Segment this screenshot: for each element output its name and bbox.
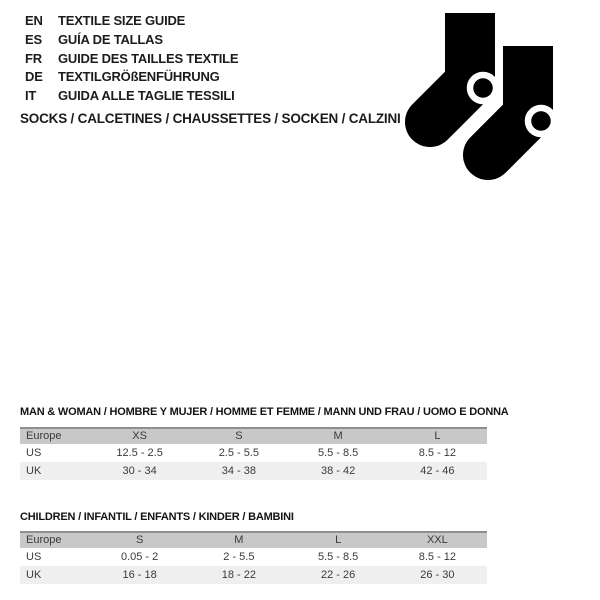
- language-row-it: [25, 87, 238, 106]
- language-label: GUIDA ALLE TAGLIE TESSILI: [58, 88, 235, 104]
- size-value: 42 - 46: [420, 465, 455, 477]
- column-header-l: L: [434, 430, 441, 442]
- size-value: 5.5 - 8.5: [317, 551, 359, 563]
- table-row-uk: [20, 462, 487, 480]
- language-row-de: [25, 68, 238, 87]
- language-row-fr: [25, 50, 238, 69]
- table-header-row: [20, 427, 487, 444]
- size-value: 8.5 - 12: [418, 551, 457, 563]
- row-label: UK: [26, 569, 42, 581]
- size-value: 0.05 - 2: [120, 551, 159, 563]
- size-value: 34 - 38: [221, 465, 256, 477]
- row-label: US: [26, 447, 42, 459]
- column-header-s: S: [135, 534, 144, 546]
- language-label: GUIDE DES TAILLES TEXTILE: [58, 50, 239, 66]
- sock-back: [430, 13, 496, 122]
- size-value: 30 - 34: [122, 465, 157, 477]
- language-code: EN: [25, 13, 43, 28]
- column-header-l: L: [335, 534, 342, 546]
- size-value: 38 - 42: [321, 465, 356, 477]
- size-value: 2.5 - 5.5: [218, 447, 260, 459]
- column-header-s: S: [235, 430, 243, 442]
- row-label: US: [26, 551, 42, 563]
- column-header-xs: XS: [132, 430, 147, 442]
- size-value: 12.5 - 2.5: [116, 447, 163, 459]
- column-header-xxl: XXL: [426, 534, 448, 546]
- language-code: FR: [25, 50, 42, 66]
- table-row-us: [20, 444, 487, 462]
- column-header-m: M: [333, 430, 343, 442]
- language-label: TEXTILE SIZE GUIDE: [58, 13, 186, 28]
- size-value: 2 - 5.5: [223, 551, 255, 563]
- socks-icon: [395, 5, 570, 190]
- column-header-region: Europe: [26, 534, 62, 546]
- language-label: TEXTILGRÖßENFÜHRUNG: [58, 69, 220, 85]
- adults-table-title: MAN & WOMAN / HOMBRE Y MUJER / HOMME ET FEMME / MANN UND FRAU / UOMO E DONNA: [20, 406, 509, 418]
- language-label: GUÍA DE TALLAS: [58, 31, 163, 47]
- table-row-us: [20, 548, 487, 566]
- size-value: 26 - 30: [420, 569, 455, 581]
- language-row-en: [25, 12, 238, 31]
- category-title: SOCKS / CALCETINES / CHAUSSETTES / SOCKEN / CALZINI: [20, 111, 401, 126]
- language-row-es: [25, 31, 238, 50]
- table-header-row: [20, 531, 487, 548]
- language-code: IT: [25, 88, 37, 104]
- size-value: 8.5 - 12: [418, 447, 457, 459]
- row-label: UK: [26, 465, 42, 477]
- language-guide-list: [25, 12, 238, 106]
- size-value: 5.5 - 8.5: [317, 447, 359, 459]
- language-code: ES: [25, 31, 42, 47]
- size-value: 16 - 18: [122, 569, 157, 581]
- size-value: 18 - 22: [221, 569, 256, 581]
- children-size-table: [20, 531, 487, 584]
- language-code: DE: [25, 69, 43, 85]
- table-row-uk: [20, 566, 487, 584]
- column-header-m: M: [234, 534, 244, 546]
- size-value: 22 - 26: [321, 569, 356, 581]
- adults-size-table: [20, 427, 487, 480]
- column-header-region: Europe: [26, 430, 62, 442]
- children-table-title: CHILDREN / INFANTIL / ENFANTS / KINDER / BAMBINI: [20, 511, 294, 523]
